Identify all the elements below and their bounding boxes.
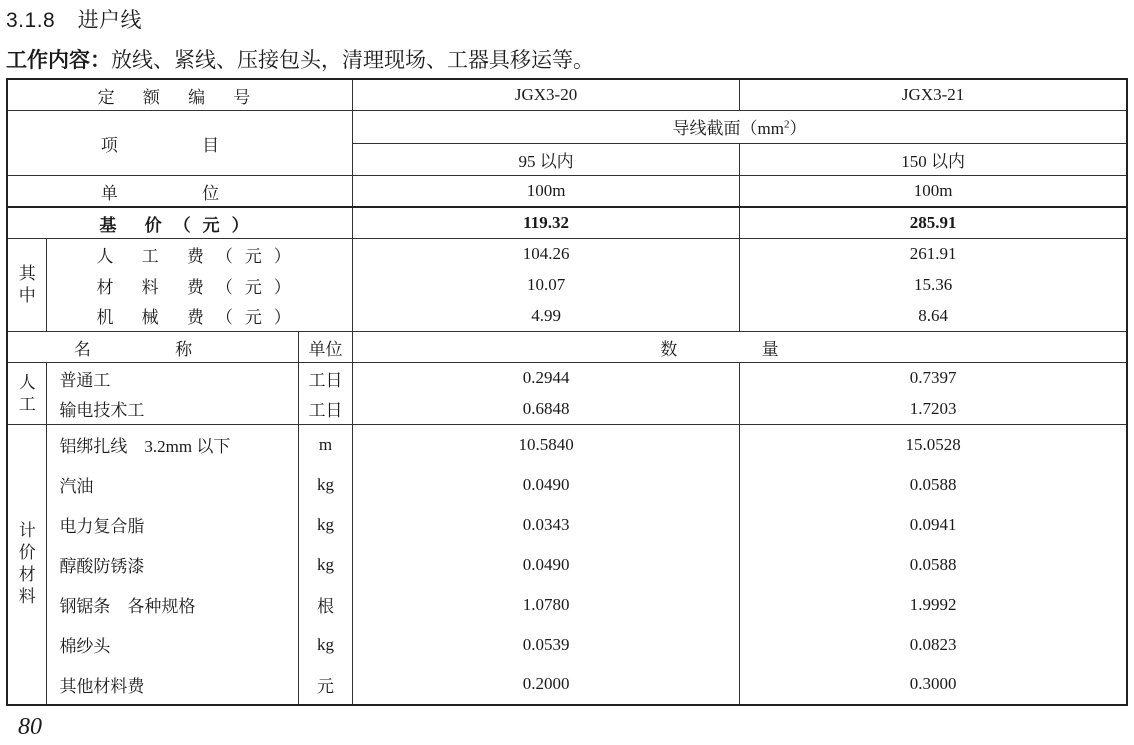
material-value-b: 1.9992 [740, 585, 1127, 625]
item-group-sup: 2 [783, 118, 790, 131]
group-char: 工 [18, 394, 36, 414]
material-value-a: 0.0343 [352, 505, 739, 545]
material-name: 醇酸防锈漆 [47, 545, 299, 585]
breakdown-value-b: 15.36 [740, 270, 1127, 301]
labor-row [7, 363, 1127, 394]
material-row [7, 425, 1127, 465]
material-value-a: 0.0490 [352, 545, 739, 585]
material-row [7, 465, 1127, 505]
labor-value-b: 1.7203 [740, 394, 1127, 425]
item-group-title-text: 导线截面（mm [672, 119, 784, 139]
labor-group-label [7, 363, 47, 425]
base-price-label: 基 价（元） [7, 207, 352, 239]
labor-unit: 工日 [299, 394, 353, 425]
item-label: 项 目 [7, 111, 352, 176]
breakdown-value-b: 261.91 [740, 239, 1127, 270]
breakdown-label: 机 械 费（元） [47, 301, 353, 332]
base-price-b: 285.91 [740, 207, 1127, 239]
breakdown-row [7, 301, 1127, 332]
material-name: 其他材料费 [47, 665, 299, 705]
material-row [7, 585, 1127, 625]
labor-unit: 工日 [299, 363, 353, 394]
material-unit: kg [299, 545, 353, 585]
material-unit: kg [299, 505, 353, 545]
material-unit: 元 [299, 665, 353, 705]
labor-row [7, 394, 1127, 425]
code-a: JGX3-20 [352, 79, 739, 111]
material-value-b: 15.0528 [740, 425, 1127, 465]
item-group-title [352, 111, 1127, 144]
item-group-close: ） [789, 119, 807, 139]
material-value-b: 0.3000 [740, 665, 1127, 705]
base-price-row [7, 207, 1127, 239]
material-name: 电力复合脂 [47, 505, 299, 545]
material-row [7, 665, 1127, 705]
group-char: 价 [18, 543, 36, 563]
material-value-a: 10.5840 [352, 425, 739, 465]
material-unit: kg [299, 465, 353, 505]
section-name: 进户线 [77, 9, 143, 32]
detail-header-row [7, 332, 1127, 363]
material-name: 汽油 [47, 465, 299, 505]
breakdown-label: 材 料 费（元） [47, 270, 353, 301]
material-value-a: 0.2000 [352, 665, 739, 705]
labor-name: 输电技术工 [47, 394, 299, 425]
materials-group-label [7, 425, 47, 705]
code-row [7, 79, 1127, 111]
material-row [7, 505, 1127, 545]
material-name: 棉纱头 [47, 625, 299, 665]
group-char: 计 [18, 521, 36, 541]
material-value-b: 0.0588 [740, 545, 1127, 585]
breakdown-group-label [7, 239, 47, 332]
material-unit: 根 [299, 585, 353, 625]
code-label: 定 额 编 号 [7, 79, 352, 111]
material-value-b: 0.0823 [740, 625, 1127, 665]
material-value-b: 0.0941 [740, 505, 1127, 545]
quota-table [6, 78, 1128, 706]
section-title [6, 4, 142, 34]
page-number: 80 [18, 714, 42, 740]
material-name: 钢锯条 各种规格 [47, 585, 299, 625]
material-unit: kg [299, 625, 353, 665]
unit-b: 100m [740, 176, 1127, 208]
item-group-row [7, 111, 1127, 144]
code-b: JGX3-21 [740, 79, 1127, 111]
material-value-b: 0.0588 [740, 465, 1127, 505]
unit-a: 100m [352, 176, 739, 208]
unit-row [7, 176, 1127, 208]
labor-name: 普通工 [47, 363, 299, 394]
group-char: 料 [18, 587, 36, 607]
group-char: 材 [18, 565, 36, 585]
breakdown-value-a: 104.26 [352, 239, 739, 270]
material-value-a: 0.0539 [352, 625, 739, 665]
material-row [7, 625, 1127, 665]
breakdown-row [7, 239, 1127, 270]
breakdown-row [7, 270, 1127, 301]
breakdown-value-a: 10.07 [352, 270, 739, 301]
item-b: 150 以内 [740, 143, 1127, 176]
unit-header: 单位 [299, 332, 353, 363]
labor-value-b: 0.7397 [740, 363, 1127, 394]
material-row [7, 545, 1127, 585]
breakdown-value-a: 4.99 [352, 301, 739, 332]
item-a: 95 以内 [352, 143, 739, 176]
labor-value-a: 0.6848 [352, 394, 739, 425]
work-content-label: 工作内容： [6, 49, 111, 72]
work-content [6, 44, 594, 74]
group-char: 其 [18, 264, 36, 283]
name-header: 名 称 [7, 332, 299, 363]
material-unit: m [299, 425, 353, 465]
work-content-text: 放线、紧线、压接包头，清理现场、工器具移运等。 [111, 49, 594, 72]
breakdown-value-b: 8.64 [740, 301, 1127, 332]
section-number: 3.1.8 [6, 9, 56, 32]
group-char: 中 [18, 286, 36, 305]
breakdown-label: 人 工 费（元） [47, 239, 353, 270]
group-char: 人 [18, 372, 36, 392]
unit-label: 单 位 [7, 176, 352, 208]
labor-value-a: 0.2944 [352, 363, 739, 394]
base-price-a: 119.32 [352, 207, 739, 239]
material-name: 铝绑扎线 3.2mm 以下 [47, 425, 299, 465]
material-value-a: 0.0490 [352, 465, 739, 505]
material-value-a: 1.0780 [352, 585, 739, 625]
quantity-header: 数 量 [352, 332, 1127, 363]
